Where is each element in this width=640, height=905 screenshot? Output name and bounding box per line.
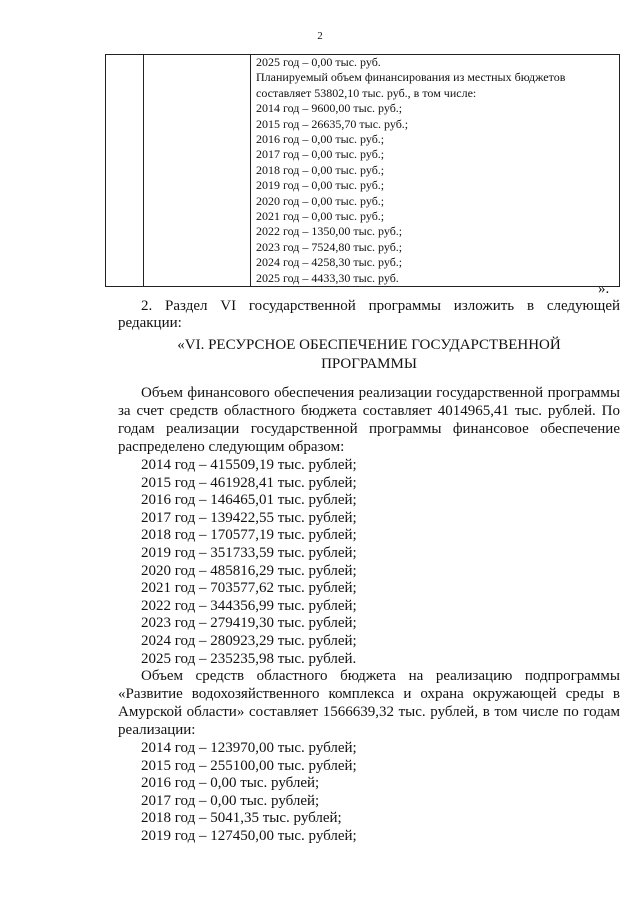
table-line: 2025 год – 4433,30 тыс. руб. <box>256 270 399 285</box>
list-item: 2016 год – 0,00 тыс. рублей; <box>141 775 320 792</box>
table-line: 2015 год – 26635,70 тыс. руб.; <box>256 116 409 131</box>
table-line: 2022 год – 1350,00 тыс. руб.; <box>256 224 403 239</box>
list-item: 2024 год – 280923,29 тыс. рублей; <box>141 632 357 649</box>
para2-line-1: Объем средств областного бюджета на реализацию подпрограммы <box>141 668 620 684</box>
para1-line-3: годам реализации государственной программы финансовое обеспечение <box>118 421 620 437</box>
table-line: 2014 год – 9600,00 тыс. руб.; <box>256 101 403 116</box>
list-item: 2017 год – 0,00 тыс. рублей; <box>141 792 320 809</box>
list-item: 2020 год – 485816,29 тыс. рублей; <box>141 562 357 579</box>
para2-line-3: Амурской области» составляет 1566639,32 тыс. рублей, в том числе по годам <box>118 704 620 720</box>
section-title-line-2: ПРОГРАММЫ <box>321 355 417 372</box>
para1-line-4: распределено следующим образом: <box>118 439 345 455</box>
table-line: 2021 год – 0,00 тыс. руб.; <box>256 209 385 224</box>
table-line: 2023 год – 7524,80 тыс. руб.; <box>256 239 403 254</box>
funding-by-year-list <box>141 457 357 668</box>
financing-lines <box>251 55 619 286</box>
list-item: 2022 год – 344356,99 тыс. рублей; <box>141 597 357 614</box>
table-line: 2020 год – 0,00 тыс. руб.; <box>256 193 385 208</box>
list-item: 2018 год – 170577,19 тыс. рублей; <box>141 527 357 544</box>
subprogram-funding-list <box>141 740 357 846</box>
table-row <box>106 55 620 287</box>
list-item: 2019 год – 351733,59 тыс. рублей; <box>141 544 357 561</box>
table-line: Планируемый объем финансирования из местных бюджетов <box>256 70 566 85</box>
table-line: 2025 год – 0,00 тыс. руб. <box>256 55 381 69</box>
list-item: 2019 год – 127450,00 тыс. рублей; <box>141 827 357 844</box>
item2-line-1: 2. Раздел VI государственной программы изложить в следующей <box>141 298 620 314</box>
list-item: 2014 год – 123970,00 тыс. рублей; <box>141 740 357 756</box>
closing-quote: ». <box>598 281 610 297</box>
page-number: 2 <box>317 30 323 42</box>
list-item: 2016 год – 146465,01 тыс. рублей; <box>141 492 357 509</box>
table-line: 2024 год – 4258,30 тыс. руб.; <box>256 255 403 270</box>
table-line: 2016 год – 0,00 тыс. руб.; <box>256 132 385 147</box>
list-item: 2023 год – 279419,30 тыс. рублей; <box>141 615 357 632</box>
item2-line-2: редакции: <box>118 315 182 331</box>
list-item: 2015 год – 255100,00 тыс. рублей; <box>141 757 357 774</box>
list-item: 2014 год – 415509,19 тыс. рублей; <box>141 457 357 473</box>
table-line: 2018 год – 0,00 тыс. руб.; <box>256 162 385 177</box>
list-item: 2017 год – 139422,55 тыс. рублей; <box>141 509 357 526</box>
table-cell-financing <box>251 55 620 287</box>
section-title <box>118 336 620 373</box>
para1-line-1: Объем финансового обеспечения реализации государственной программы <box>141 385 620 401</box>
para2-line-4: реализации: <box>118 722 196 738</box>
table-line: составляет 53802,10 тыс. руб., в том числе: <box>256 85 477 100</box>
financing-table <box>105 54 620 287</box>
table-line: 2017 год – 0,00 тыс. руб.; <box>256 147 385 162</box>
list-item: 2015 год – 461928,41 тыс. рублей; <box>141 474 357 491</box>
list-item: 2025 год – 235235,98 тыс. рублей. <box>141 650 357 667</box>
table-cell-empty-1 <box>106 55 144 287</box>
table-line: 2019 год – 0,00 тыс. руб.; <box>256 178 385 193</box>
section-title-line-1: «VI. РЕСУРСНОЕ ОБЕСПЕЧЕНИЕ ГОСУДАРСТВЕННОЙ <box>177 337 561 353</box>
para1-line-2: за счет средств областного бюджета составляет 4014965,41 тыс. рублей. По <box>118 403 620 419</box>
table-cell-empty-2 <box>144 55 251 287</box>
para2-line-2: «Развитие водохозяйственного комплекса и охрана окружающей среды в <box>118 686 620 702</box>
list-item: 2021 год – 703577,62 тыс. рублей; <box>141 580 357 597</box>
list-item: 2018 год – 5041,35 тыс. рублей; <box>141 810 342 827</box>
